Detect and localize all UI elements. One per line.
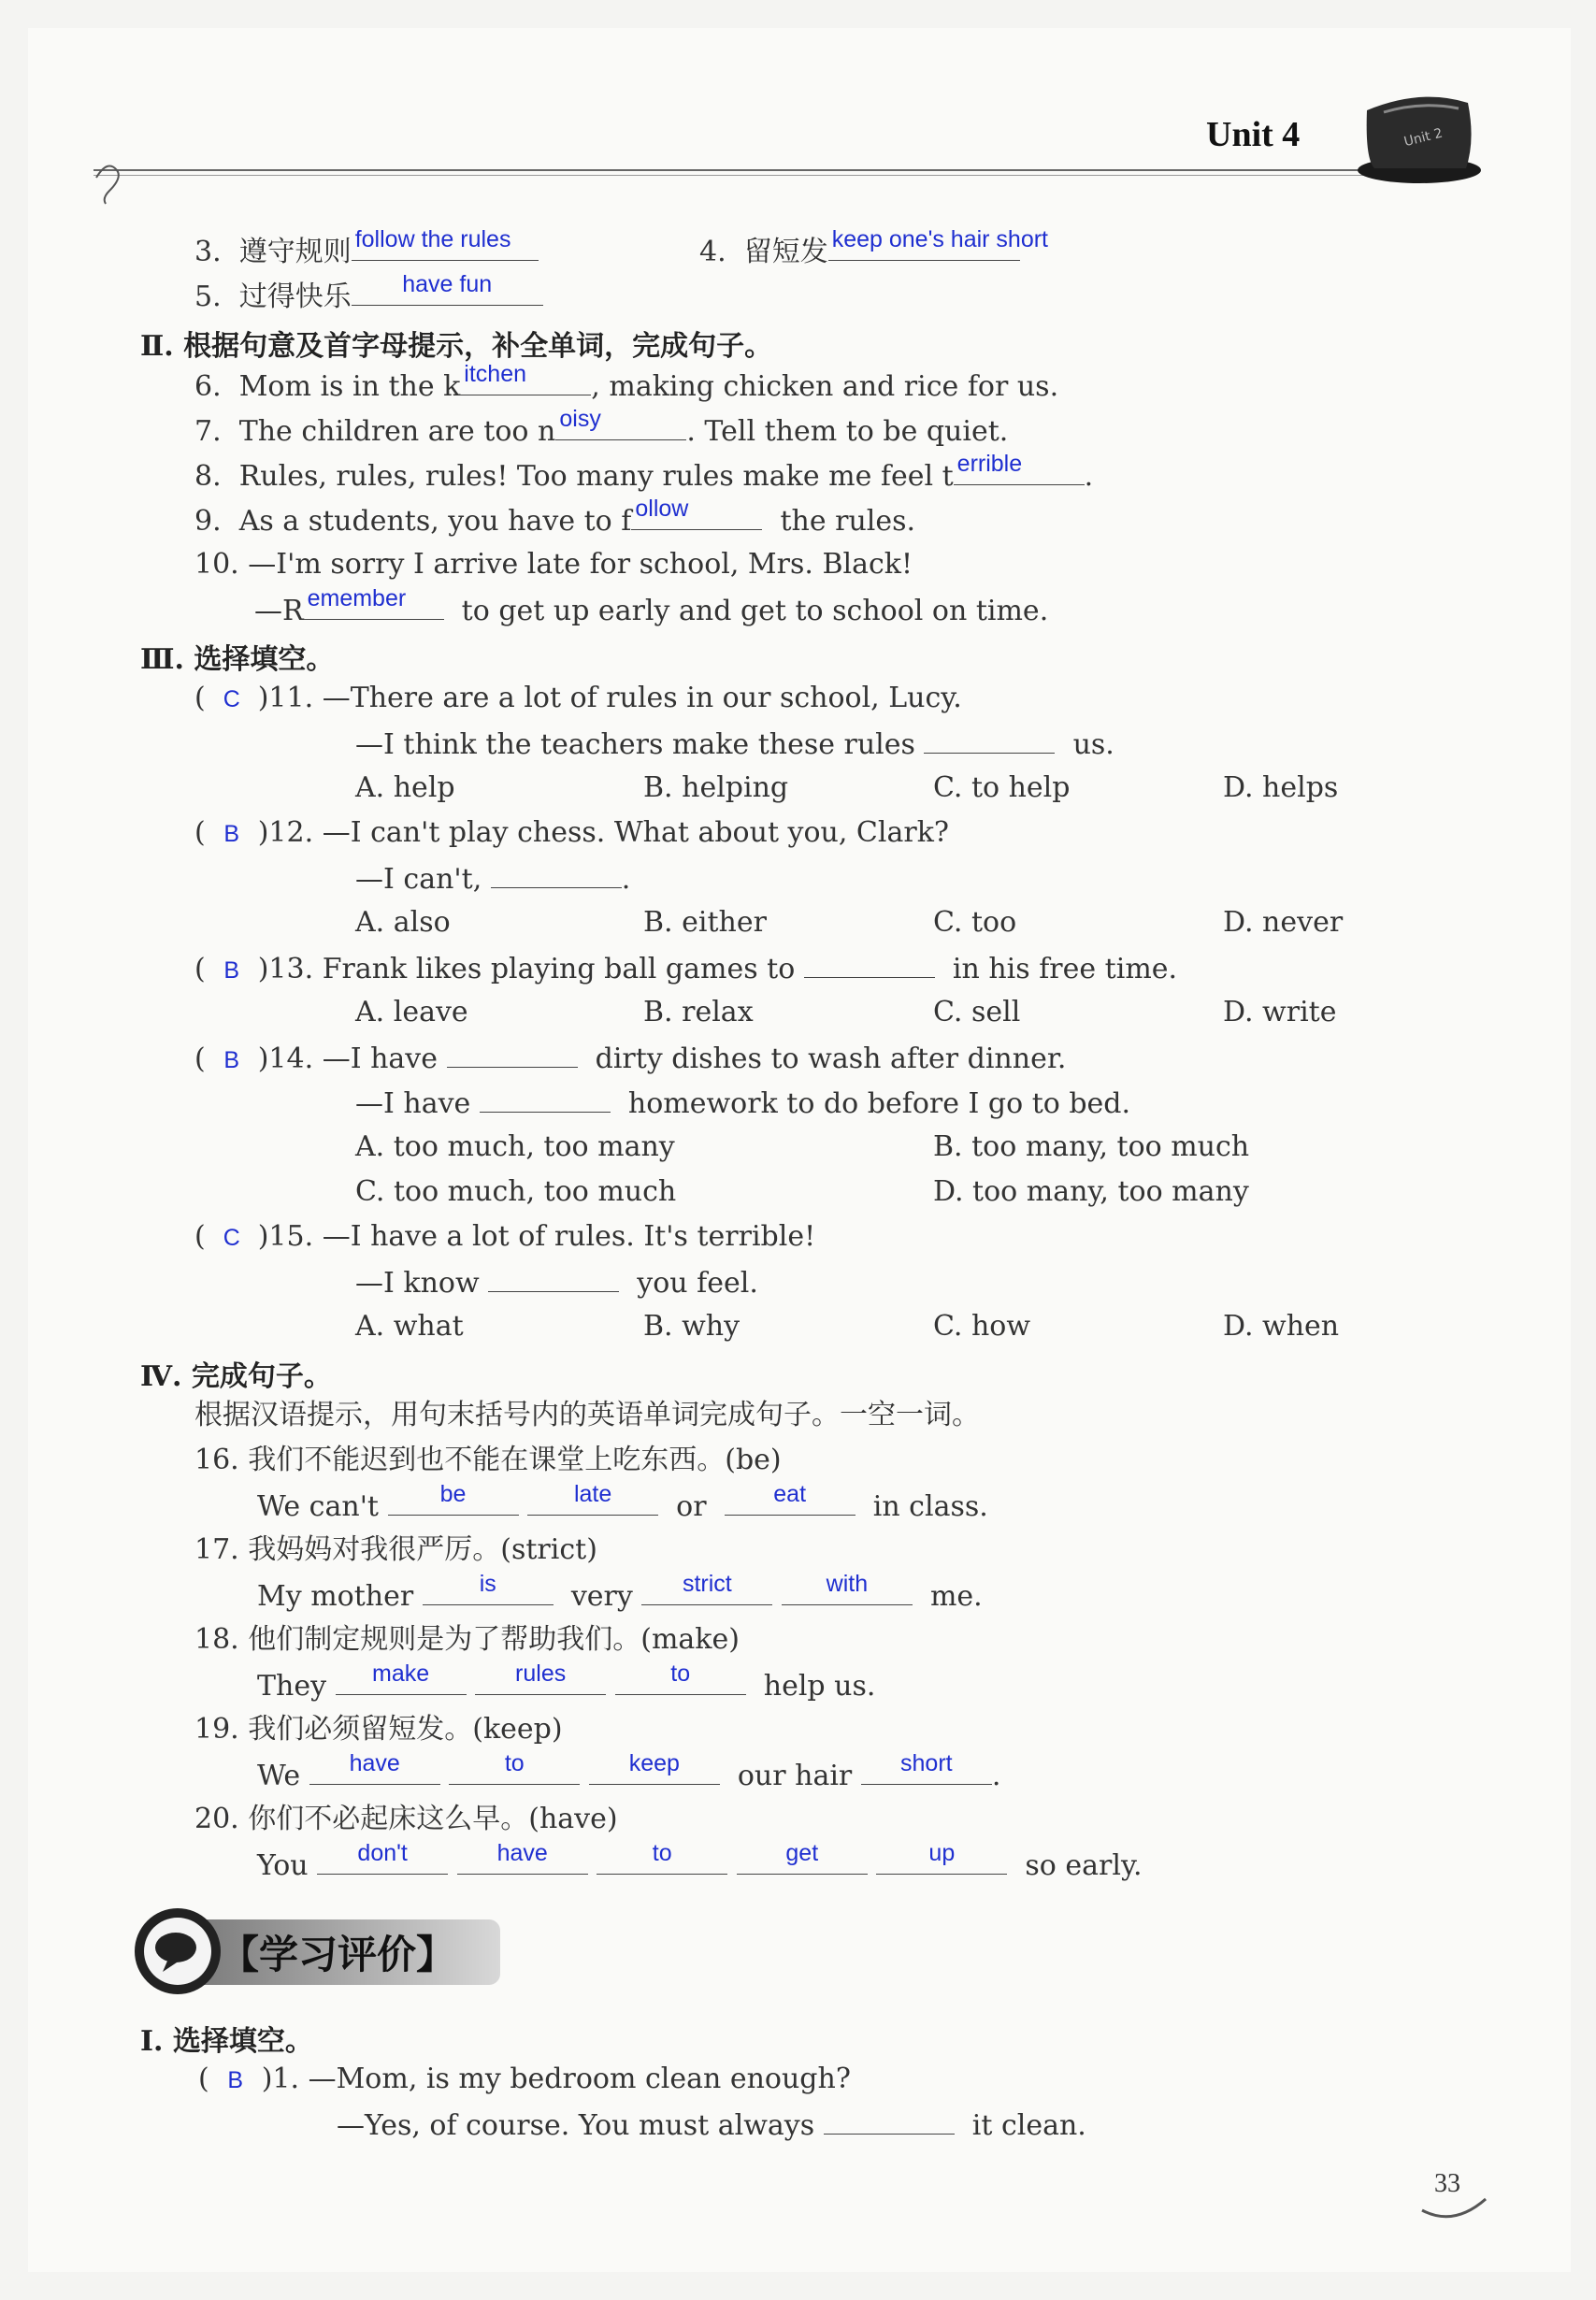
- section-badge-title: 【学习评价】: [220, 1932, 456, 1977]
- q12-line2: —I can't, .: [355, 863, 631, 896]
- answer-3: follow the rules: [354, 226, 511, 252]
- q13-opt-b: B. relax: [643, 996, 754, 1028]
- q12-opt-b: B. either: [643, 906, 767, 939]
- q15-opt-b: B. why: [643, 1310, 740, 1343]
- q14-opt-c: C. too much, too much: [355, 1175, 677, 1208]
- q13-opt-c: C. sell: [933, 996, 1021, 1028]
- q14-opt-a: A. too much, too many: [355, 1130, 675, 1163]
- q17-en: My mother is very strict with me.: [257, 1571, 983, 1613]
- q15-opt-c: C. how: [933, 1310, 1031, 1343]
- q12-opt-a: A. also: [355, 906, 451, 939]
- page-number: 33: [1434, 2169, 1460, 2198]
- q12-line1: ( B )12. —I can't play chess. What about you, Clark?: [194, 816, 949, 849]
- item-7: 7. The children are too n oisy . Tell them to be quiet.: [194, 406, 1009, 448]
- item-10-line2: —R emember to get up early and get to school on time.: [254, 585, 1049, 627]
- header-rule: [93, 169, 1393, 171]
- header-swirl-icon: [89, 150, 126, 206]
- q14-line1: ( B )14. —I have dirty dishes to wash after dinner.: [194, 1042, 1067, 1075]
- section-4-instruction: 根据汉语提示，用句末括号内的英语单词完成句子。一空一词。: [194, 1399, 980, 1431]
- q16-cn: 16. 我们不能迟到也不能在课堂上吃东西。(be): [194, 1444, 782, 1476]
- q13-opt-d: D. write: [1223, 996, 1337, 1028]
- eval-section-title: Ⅰ. 选择填空。: [140, 2025, 313, 2058]
- header-rule-thin: [93, 175, 1393, 176]
- q20-en: You don't have to get up so early.: [257, 1840, 1143, 1882]
- item-9: 9. As a students, you have to f ollow the rules.: [194, 496, 916, 538]
- q15-line2: —I know you feel.: [355, 1267, 758, 1300]
- q11-opt-c: C. to help: [933, 771, 1071, 804]
- q20-cn: 20. 你们不必起床这么早。(have): [194, 1803, 618, 1835]
- q19-en: We have to keep our hair short .: [257, 1750, 1001, 1792]
- q11-opt-a: A. help: [355, 771, 455, 804]
- item-3: 3. 遵守规则 follow the rules: [194, 234, 539, 269]
- eval-q1-line2: —Yes, of course. You must always it clean.: [337, 2109, 1086, 2142]
- q14-line2: —I have homework to do before I go to bed.: [355, 1087, 1131, 1120]
- q18-en: They make rules to help us.: [257, 1660, 876, 1703]
- item-8: 8. Rules, rules, rules! Too many rules make me feel t errible .: [194, 451, 1094, 493]
- q18-cn: 18. 他们制定规则是为了帮助我们。(make): [194, 1623, 740, 1656]
- q11-opt-b: B. helping: [643, 771, 789, 804]
- q11-line1: ( C )11. —There are a lot of rules in our school, Lucy.: [194, 682, 962, 714]
- q15-opt-d: D. when: [1223, 1310, 1340, 1343]
- q14-opt-d: D. too many, too many: [933, 1175, 1249, 1208]
- q13-opt-a: A. leave: [355, 996, 468, 1028]
- svg-text:Unit 2: Unit 2: [1402, 125, 1445, 151]
- q15-line1: ( C )15. —I have a lot of rules. It's terrible!: [194, 1220, 816, 1253]
- q12-opt-d: D. never: [1223, 906, 1344, 939]
- q11-line2: —I think the teachers make these rules us.: [355, 728, 1114, 761]
- section-4-title: Ⅳ. 完成句子。: [140, 1360, 332, 1393]
- item-5: 5. 过得快乐 have fun: [194, 279, 543, 314]
- q12-opt-c: C. too: [933, 906, 1017, 939]
- item-10-line1: 10. —I'm sorry I arrive late for school, Mrs. Black!: [194, 548, 913, 581]
- q19-cn: 19. 我们必须留短发。(keep): [194, 1713, 563, 1746]
- section-2-title: Ⅱ. 根据句意及首字母提示，补全单词，完成句子。: [140, 330, 773, 363]
- eval-q1-line1: ( B )1. —Mom, is my bedroom clean enough?: [198, 2063, 851, 2095]
- graduation-hat-icon: [1346, 84, 1487, 187]
- q13-line1: ( B )13. Frank likes playing ball games to in his free time.: [194, 953, 1178, 985]
- q11-opt-d: D. helps: [1223, 771, 1339, 804]
- unit-label: Unit 4: [1206, 115, 1301, 154]
- q16-en: We can't be late or eat in class.: [257, 1481, 988, 1523]
- item-6: 6. Mom is in the k itchen , making chicken and rice for us.: [194, 361, 1059, 403]
- q14-opt-b: B. too many, too much: [933, 1130, 1250, 1163]
- answer-4: keep one's hair short: [831, 226, 1049, 252]
- q15-opt-a: A. what: [355, 1310, 464, 1343]
- answer-5: have fun: [402, 271, 493, 297]
- section-3-title: Ⅲ. 选择填空。: [140, 643, 335, 676]
- item-4: 4. 留短发 keep one's hair short: [699, 234, 1020, 269]
- q17-cn: 17. 我妈妈对我很严厉。(strict): [194, 1533, 597, 1566]
